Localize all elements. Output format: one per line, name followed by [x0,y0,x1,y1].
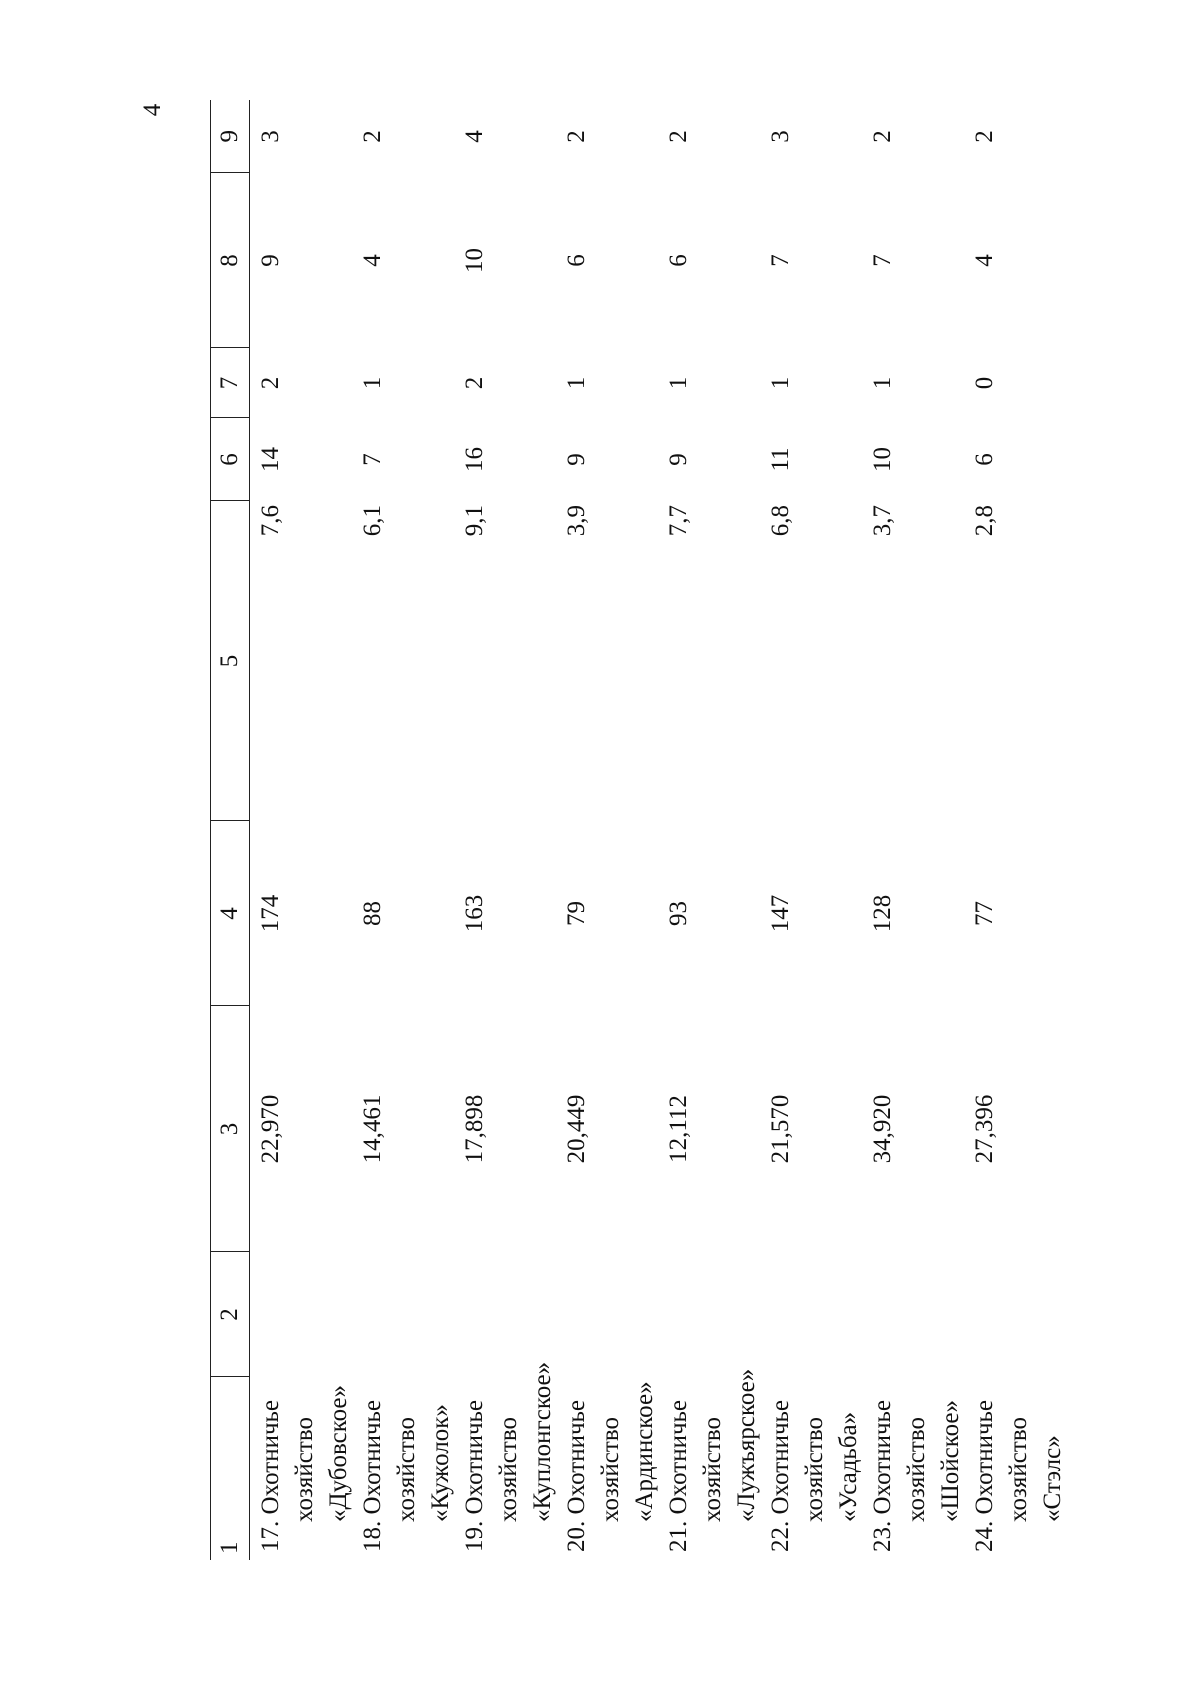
cell-col-4: 93 [665,901,692,926]
cell-col-5: 6,8 [767,505,794,537]
name-line-3: «Куплонгское» [529,1361,556,1522]
name-line-2: хозяйство [903,1417,930,1522]
name-line-1: 21. Охотничье [665,1399,692,1552]
cell-col-9: 3 [257,130,284,143]
hunting-farm-name [866,1252,968,1560]
cell-col-6: 16 [461,447,488,472]
cell-col-5: 7,7 [665,505,692,537]
cell-col-5: 9,1 [461,505,488,537]
name-line-2: хозяйство [699,1417,726,1522]
header-col-9: 9 [211,100,250,173]
cell-col-9: 3 [767,130,794,143]
rotated-table-container [210,100,1070,1560]
table-row [764,100,866,1560]
cell-col-8: 7 [869,254,896,267]
cell-col-4: 79 [563,901,590,926]
cell-col-8: 7 [767,254,794,267]
cell-col-3: 12,112 [665,1095,692,1163]
name-line-1: 17. Охотничье [257,1399,284,1552]
name-line-3: «Стэлс» [1039,1435,1066,1522]
header-col-5: 5 [211,501,250,821]
name-line-1: 24. Охотничье [971,1399,998,1552]
cell-col-5: 6,1 [359,505,386,537]
table-row [662,100,764,1560]
name-line-3: «Кужолок» [427,1404,454,1522]
cell-col-3: 17,898 [461,1094,488,1164]
header-col-8: 8 [211,173,250,348]
name-line-1: 19. Охотничье [461,1399,488,1552]
cell-col-6: 11 [767,447,794,472]
cell-col-9: 2 [869,130,896,143]
name-line-2: хозяйство [1005,1417,1032,1522]
cell-col-9: 2 [359,130,386,143]
cell-col-3: 14,461 [359,1094,386,1164]
name-line-3: «Лужъярское» [733,1368,760,1522]
hunting-farm-name [662,1252,764,1560]
cell-col-8: 10 [461,248,488,273]
cell-col-8: 6 [563,254,590,267]
cell-col-7: 1 [359,376,386,390]
header-col-2: 2 [211,1252,250,1377]
name-line-1: 18. Охотничье [359,1399,386,1552]
cell-col-8: 4 [359,254,386,267]
cell-col-6: 9 [563,453,590,466]
cell-col-4: 147 [767,894,794,933]
cell-col-3: 27,396 [971,1094,998,1164]
cell-col-3: 20,449 [563,1094,590,1164]
table-row [250,100,357,1560]
cell-col-7: 2 [257,376,284,390]
header-col-1: 1 [211,1377,250,1560]
name-line-2: хозяйство [291,1417,318,1522]
cell-col-7: 0 [971,376,998,390]
page-number: 4 [139,103,166,117]
name-line-3: «Дубовское» [325,1385,352,1522]
name-line-3: «Усадьба» [835,1411,862,1522]
cell-col-4: 77 [971,901,998,926]
cell-col-5: 3,7 [869,505,896,537]
cell-col-9: 4 [461,130,488,143]
data-table [210,100,1070,1560]
cell-col-6: 9 [665,453,692,466]
name-line-1: 23. Охотничье [869,1399,896,1552]
table-row [458,100,560,1560]
cell-col-5: 2,8 [971,505,998,537]
cell-col-4: 174 [257,894,284,933]
header-col-4: 4 [211,821,250,1006]
cell-col-7: 1 [563,376,590,390]
cell-col-3: 34,920 [869,1094,896,1164]
cell-col-6: 10 [869,447,896,472]
cell-col-3: 21,570 [767,1094,794,1164]
table-row [866,100,968,1560]
cell-col-4: 128 [869,894,896,933]
header-row [211,100,250,1560]
name-line-3: «Ардинское» [631,1381,658,1522]
cell-col-5: 3,9 [563,505,590,537]
hunting-farm-name [250,1252,357,1560]
cell-col-9: 2 [971,130,998,143]
name-line-2: хозяйство [801,1417,828,1522]
cell-col-7: 1 [767,376,794,390]
table-row [968,100,1070,1560]
cell-col-7: 1 [665,376,692,390]
cell-col-6: 7 [359,453,386,466]
table-row [560,100,662,1560]
cell-col-8: 9 [257,254,284,267]
header-col-7: 7 [211,348,250,418]
name-line-2: хозяйство [597,1417,624,1522]
cell-col-3: 22,970 [257,1094,284,1164]
name-line-3: «Шойское» [937,1400,964,1522]
cell-col-6: 6 [971,453,998,466]
cell-col-9: 2 [665,130,692,143]
cell-col-7: 1 [869,376,896,390]
cell-col-4: 88 [359,901,386,926]
name-line-2: хозяйство [495,1417,522,1522]
hunting-farm-name [458,1252,560,1560]
cell-col-5: 7,6 [257,505,284,537]
hunting-farm-name [764,1252,866,1560]
hunting-farm-name [968,1252,1070,1560]
hunting-farm-name [560,1252,662,1560]
cell-col-8: 4 [971,254,998,267]
cell-col-4: 163 [461,894,488,933]
table-row [356,100,458,1560]
name-line-2: хозяйство [393,1417,420,1522]
hunting-farm-name [356,1252,458,1560]
name-line-1: 22. Охотничье [767,1399,794,1552]
cell-col-7: 2 [461,376,488,390]
cell-col-9: 2 [563,130,590,143]
cell-col-8: 6 [665,254,692,267]
name-line-1: 20. Охотничье [563,1399,590,1552]
cell-col-6: 14 [257,447,284,472]
header-col-3: 3 [211,1006,250,1252]
header-col-6: 6 [211,418,250,501]
